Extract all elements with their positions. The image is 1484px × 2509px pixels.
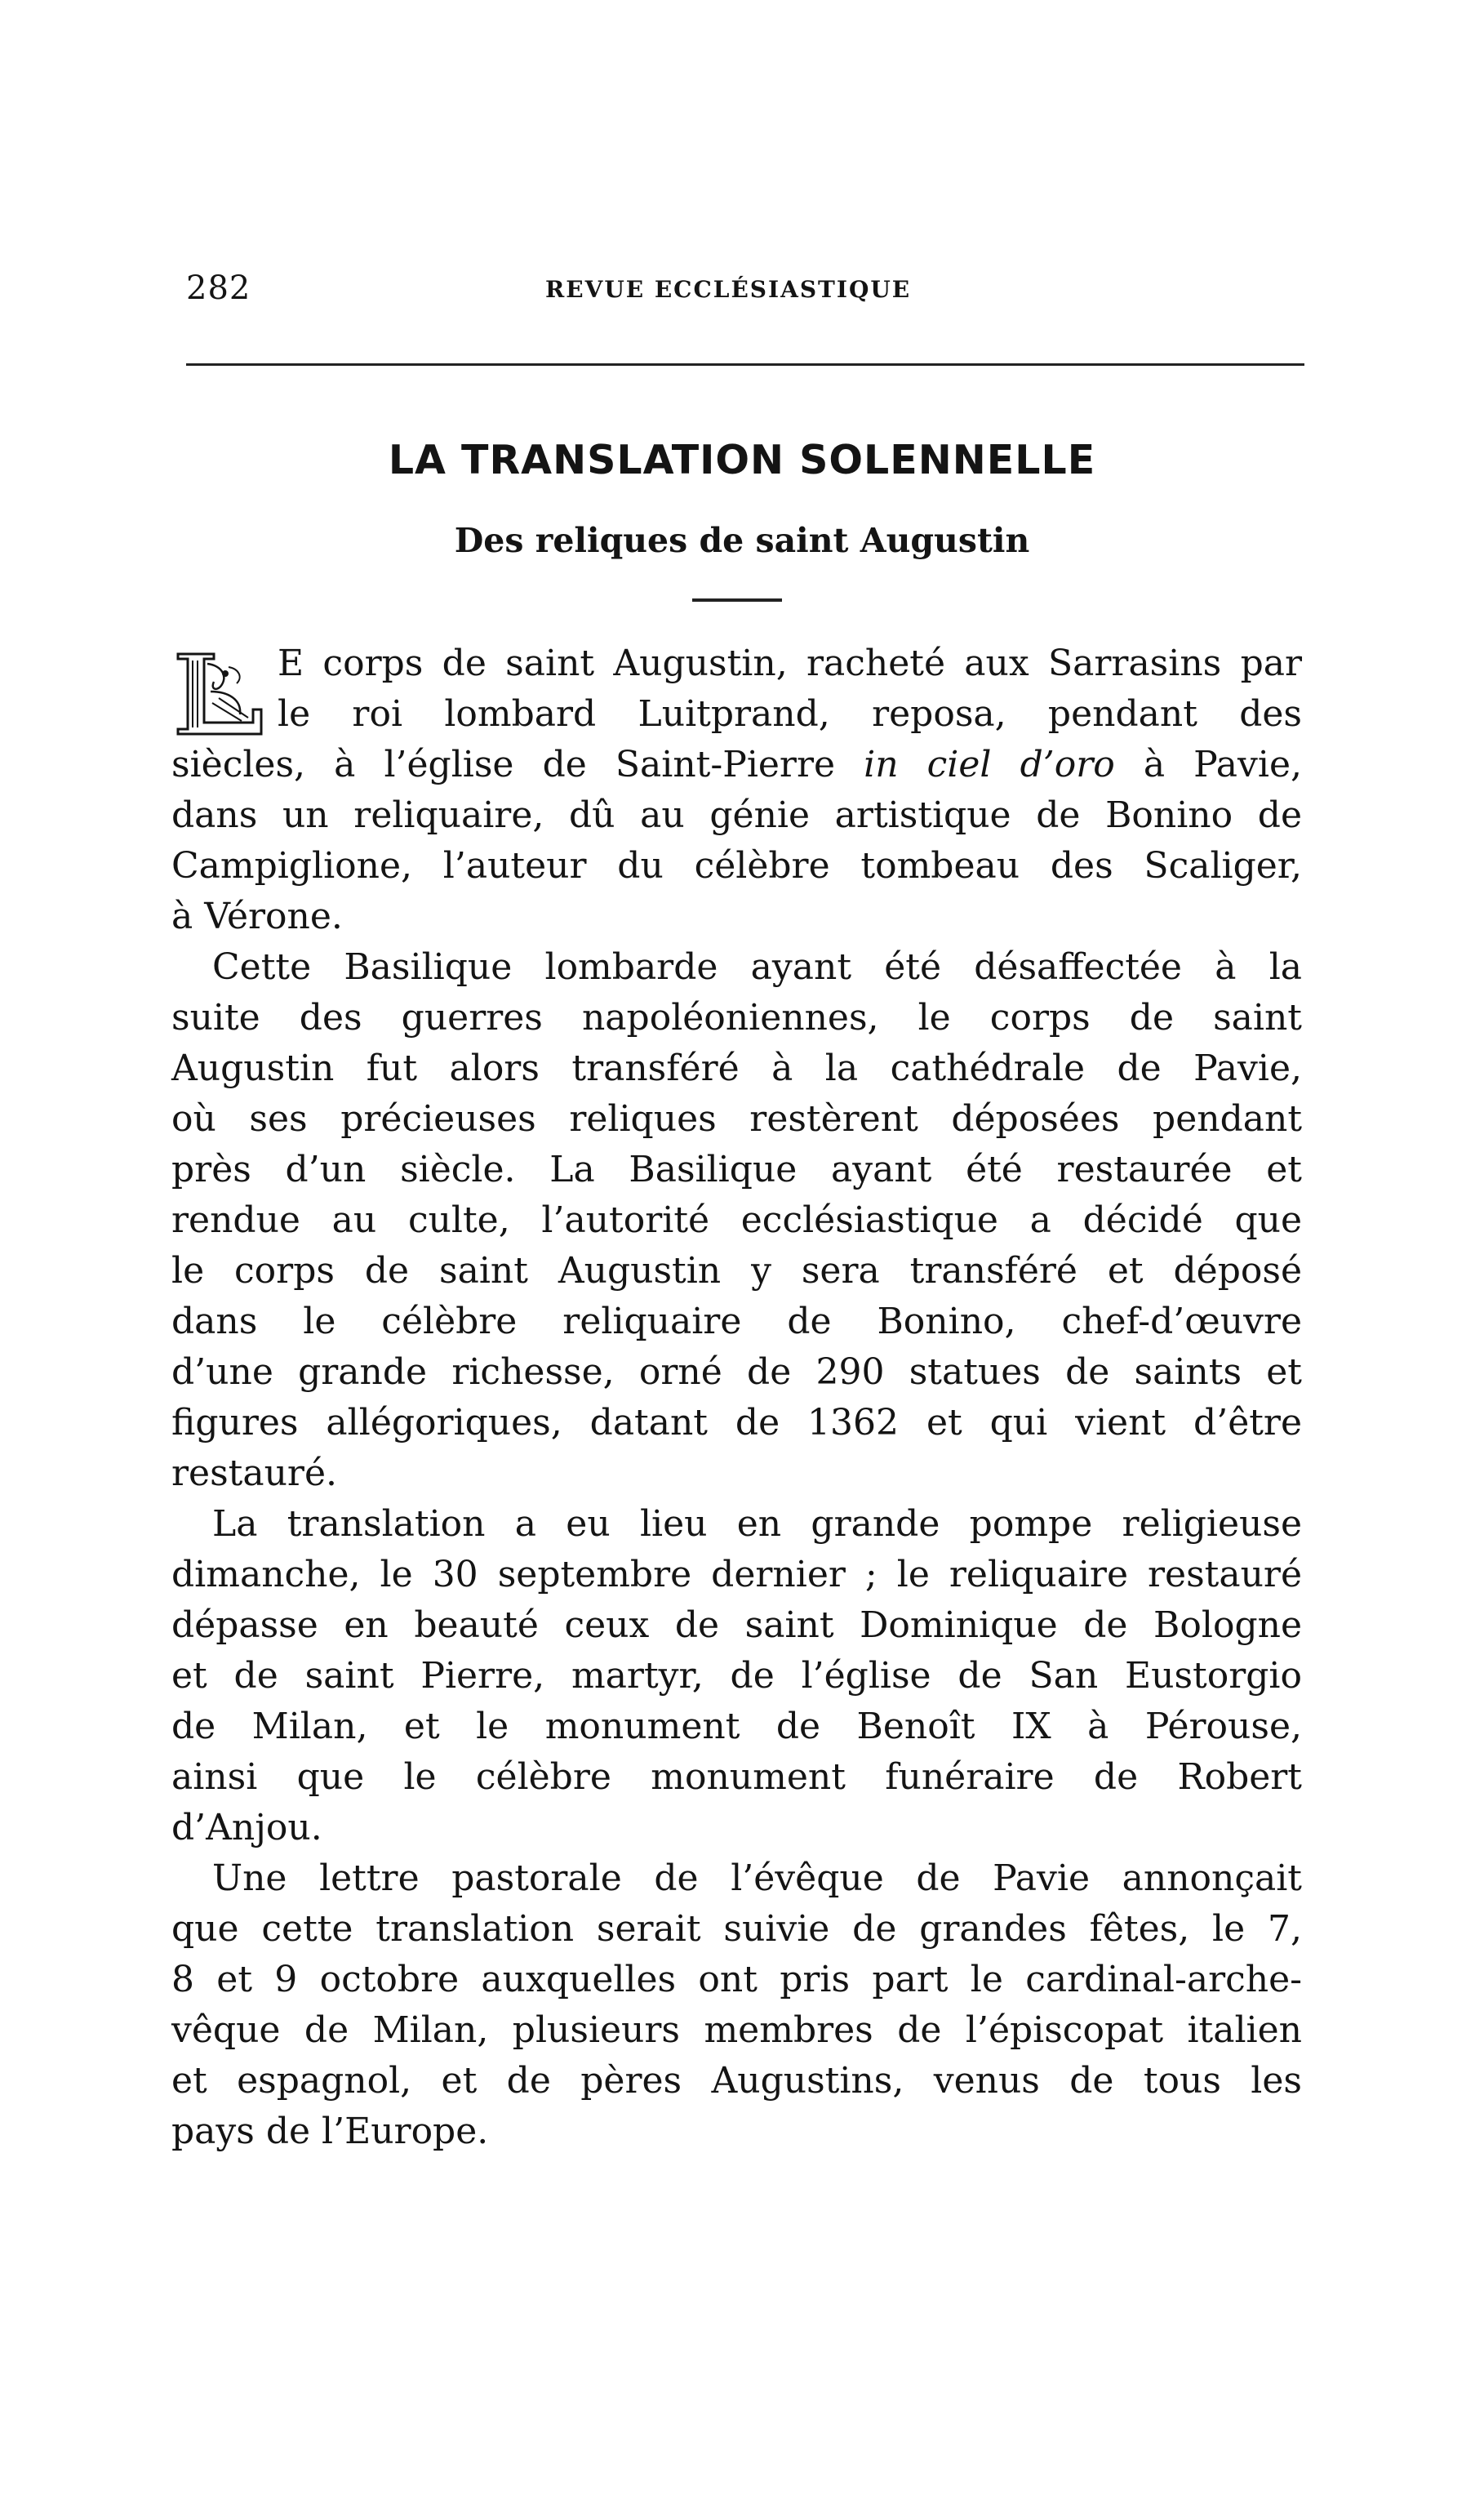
- text-line: dans le célèbre reliquaire de Bonino, chef-d’œuvre: [171, 1301, 1302, 1342]
- article-subtitle: Des reliques de saint Augustin: [454, 521, 1030, 560]
- text-line: dépasse en beauté ceux de saint Dominique de Bologne: [171, 1604, 1302, 1646]
- text-line: E corps de saint Augustin, racheté aux Sarrasins par: [278, 643, 1302, 684]
- text-line: à Vérone.: [171, 896, 343, 937]
- text-line: Cette Basilique lombarde ayant été désaffectée à la: [212, 946, 1302, 988]
- title-divider: [692, 598, 782, 602]
- article-body: [171, 638, 1302, 2157]
- text-line: figures allégoriques, datant de 1362 et qui vient d’être: [171, 1402, 1302, 1444]
- running-head: [186, 269, 1304, 318]
- text-line: et de saint Pierre, martyr, de l’église de San Eustorgio: [171, 1655, 1302, 1697]
- text-line: dimanche, le 30 septembre dernier ; le reliquaire restauré: [171, 1554, 1302, 1595]
- header-rule: [186, 363, 1304, 366]
- journal-title: REVUE ECCLÉSIASTIQUE: [545, 276, 912, 303]
- text-line: le corps de saint Augustin y sera transféré et déposé: [171, 1250, 1302, 1292]
- italic-phrase: in ciel d’oro: [864, 744, 1115, 785]
- text-line: d’Anjou.: [171, 1807, 322, 1848]
- text-line: siècles, à l’église de Saint-Pierre in ciel d’oro à Pavie,: [171, 744, 1302, 785]
- text-line: le roi lombard Luitprand, reposa, pendant des: [278, 693, 1302, 735]
- text-line: restauré.: [171, 1452, 337, 1494]
- text-line: près d’un siècle. La Basilique ayant été restaurée et: [171, 1149, 1302, 1190]
- text-line: pays de l’Europe.: [171, 2111, 489, 2152]
- text-line: Augustin fut alors transféré à la cathédrale de Pavie,: [171, 1048, 1302, 1089]
- page-number: 282: [186, 269, 251, 307]
- text-line: d’une grande richesse, orné de 290 statues de saints et: [171, 1351, 1302, 1393]
- text-line: 8 et 9 octobre auxquelles ont pris part le cardinal-arche-: [171, 1959, 1302, 2000]
- text-line: suite des guerres napoléoniennes, le corps de saint: [171, 997, 1302, 1039]
- text-line: où ses précieuses reliques restèrent déposées pendant: [171, 1098, 1302, 1140]
- text-line: dans un reliquaire, dû au génie artistique de Bonino de: [171, 794, 1302, 836]
- text-line: vêque de Milan, plusieurs membres de l’épiscopat italien: [171, 2009, 1302, 2051]
- text-line: Campiglione, l’auteur du célèbre tombeau des Scaliger,: [171, 845, 1302, 887]
- text-line: que cette translation serait suivie de grandes fêtes, le 7,: [171, 1908, 1302, 1950]
- text-line: et espagnol, et de pères Augustins, venus de tous les: [171, 2060, 1302, 2102]
- text-line: de Milan, et le monument de Benoît IX à Pérouse,: [171, 1706, 1302, 1747]
- text-line: La translation a eu lieu en grande pompe religieuse: [212, 1503, 1302, 1545]
- article-title: LA TRANSLATION SOLENNELLE: [388, 437, 1096, 483]
- text-line: ainsi que le célèbre monument funéraire de Robert: [171, 1756, 1302, 1798]
- text-line: rendue au culte, l’autorité ecclésiastique a décidé que: [171, 1199, 1302, 1241]
- text-line: Une lettre pastorale de l’évêque de Pavie annonçait: [212, 1857, 1302, 1899]
